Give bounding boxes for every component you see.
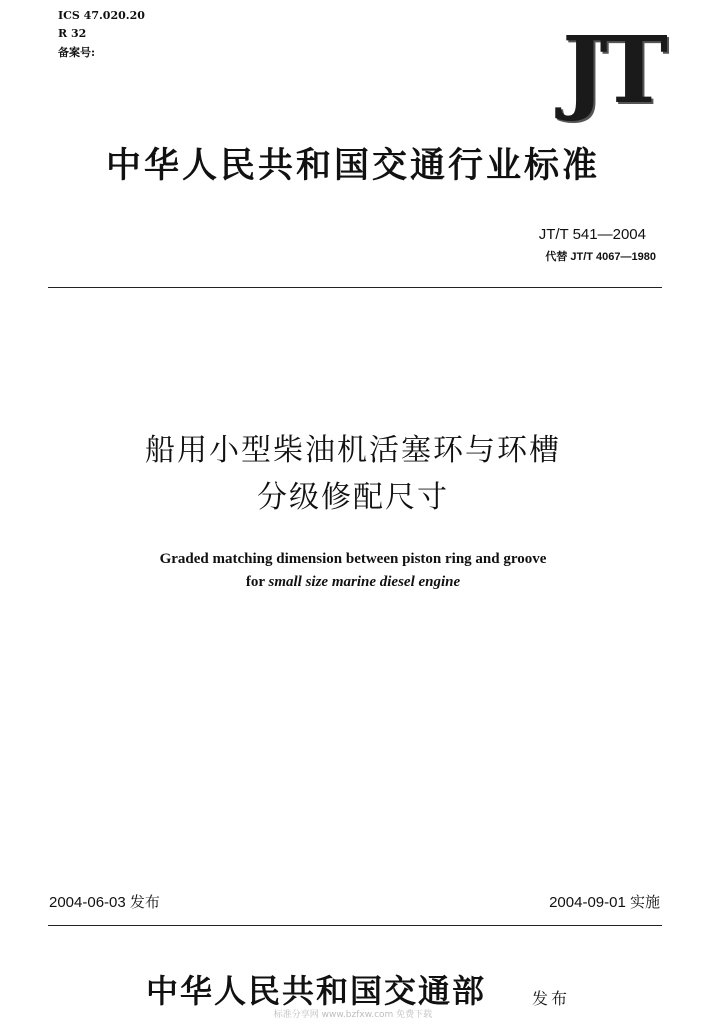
- title-en-italic: small size marine diesel engine: [268, 574, 461, 590]
- watermark: 标准分享网 www.bzfxw.com 免费下载: [273, 1010, 433, 1020]
- bottom-divider: [48, 925, 662, 926]
- document-title-en-line2: [0, 574, 706, 591]
- classification-code: R 32: [58, 27, 87, 40]
- standard-number: JT/T 541—2004: [538, 226, 646, 243]
- document-title-cn-line2: 分级修配尺寸: [257, 480, 449, 515]
- issuer: 中华人民共和国交通部: [146, 972, 487, 1010]
- document-title-cn-line1: 船用小型柴油机活塞环与环槽: [145, 433, 561, 468]
- title-en-prefix: for: [245, 574, 269, 590]
- replaces-standard: 代替 JT/T 4067—1980: [545, 251, 656, 263]
- record-number-label: 备案号:: [58, 46, 96, 59]
- implementation-date: 2004-09-01 实施: [549, 894, 660, 911]
- standard-title: 中华人民共和国交通行业标准: [105, 145, 600, 186]
- ics-code: ICS 47.020.20: [58, 9, 145, 22]
- issuer-suffix: 发布: [532, 989, 571, 1008]
- jt-logo: JT: [562, 16, 662, 124]
- publish-date: 2004-06-03 发布: [49, 894, 160, 911]
- top-divider: [48, 287, 662, 288]
- document-title-en-line1: Graded matching dimension between piston ring and groove: [159, 551, 547, 567]
